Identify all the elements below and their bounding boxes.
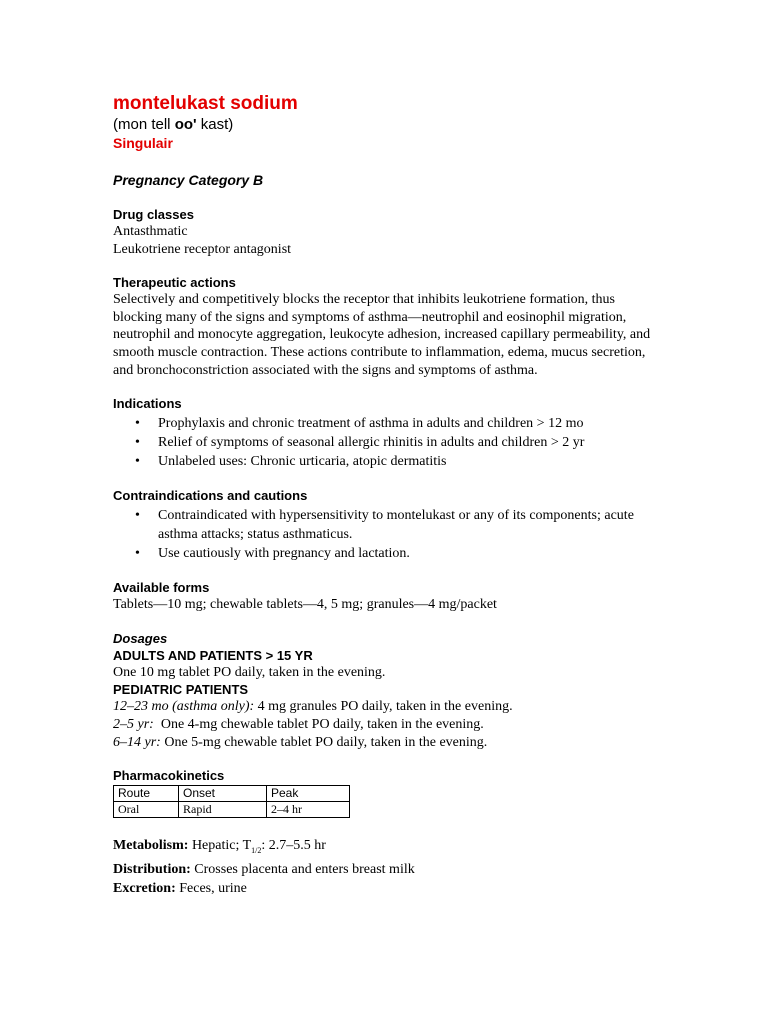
column-header: Onset — [179, 786, 267, 802]
drug-class-item: Leukotriene receptor antagonist — [113, 241, 292, 257]
table-row — [114, 802, 350, 818]
bullet-icon: • — [135, 546, 140, 562]
indications-list — [113, 414, 658, 471]
bullet-icon: • — [135, 454, 140, 470]
drug-name: montelukast sodium — [113, 93, 298, 114]
dosages-heading: Dosages — [113, 630, 168, 646]
bullet-icon: • — [135, 435, 140, 451]
therapeutic-actions-text: Selectively and competitively blocks the receptor that inhibits leukotriene formation, thus blocking many of the signs and symptoms of asthma—neutrophil and eosinophil migration, neutrophil and monocyte aggregation, leukocyte adhesion, increased capillary permeability, and smooth muscle contraction. These actions contribute to inflammation, edema, mucus secretion, and bronchoconstriction associated with the signs and symptoms of asthma. — [113, 292, 651, 378]
table-cell: 2–4 hr — [267, 802, 350, 818]
pron-stress: oo' — [174, 116, 197, 133]
monograph-page — [113, 92, 658, 898]
pediatric-dosage: 2–5 yr: One 4-mg chewable tablet PO daily, taken in the evening. — [113, 716, 484, 732]
adults-dosage: One 10 mg tablet PO daily, taken in the evening. — [113, 664, 386, 680]
available-forms-heading: Available forms — [113, 580, 210, 596]
pediatric-dosage: 12–23 mo (asthma only): 4 mg granules PO daily, taken in the evening. — [113, 699, 513, 715]
list-item: • Use cautiously with pregnancy and lactation. — [135, 546, 410, 562]
list-item: • Relief of symptoms of seasonal allergic rhinitis in adults and children > 2 yr — [135, 435, 585, 451]
available-forms-text: Tablets—10 mg; chewable tablets—4, 5 mg; granules—4 mg/packet — [113, 597, 497, 613]
kinetics-block — [113, 836, 658, 898]
contraindications-list — [113, 506, 658, 563]
bullet-icon: • — [135, 416, 140, 432]
column-header: Route — [114, 786, 179, 802]
list-item: • Unlabeled uses: Chronic urticaria, atopic dermatitis — [135, 454, 447, 470]
drug-classes-heading: Drug classes — [113, 207, 194, 222]
pediatric-dosage: 6–14 yr: One 5-mg chewable tablet PO daily, taken in the evening. — [113, 734, 488, 750]
distribution-line: Distribution: Crosses placenta and enters breast milk — [113, 861, 415, 877]
therapeutic-actions-heading: Therapeutic actions — [113, 275, 236, 291]
indications-heading: Indications — [113, 396, 182, 412]
excretion-line: Excretion: Feces, urine — [113, 880, 247, 896]
pediatric-heading: PEDIATRIC PATIENTS — [113, 682, 249, 698]
pron-post: kast) — [196, 116, 234, 133]
list-item: • Prophylaxis and chronic treatment of asthma in adults and children > 12 mo — [135, 416, 584, 432]
pronunciation — [113, 116, 658, 134]
contraindications-heading: Contraindications and cautions — [113, 488, 308, 504]
table-header-row — [114, 786, 350, 802]
adults-heading: ADULTS AND PATIENTS > 15 YR — [113, 647, 313, 663]
pron-pre: (mon tell — [113, 116, 175, 133]
bullet-icon: • — [135, 508, 140, 524]
table-cell: Oral — [114, 802, 179, 818]
column-header: Peak — [267, 786, 350, 802]
pharmacokinetics-heading: Pharmacokinetics — [113, 768, 225, 784]
metabolism-line: Metabolism: Hepatic; $T_{1/2}$: 2.7–5.5 hr — [113, 838, 326, 855]
brand-name: Singulair — [113, 135, 173, 151]
list-item: • Contraindicated with hypersensitivity to montelukast or any of its components; acute asthma attacks; status asthmaticus. — [135, 508, 634, 543]
table-cell: Rapid — [179, 802, 267, 818]
pregnancy-category: Pregnancy Category B — [113, 172, 264, 188]
drug-class-item: Antasthmatic — [113, 224, 188, 239]
pharmacokinetics-table — [113, 785, 350, 818]
